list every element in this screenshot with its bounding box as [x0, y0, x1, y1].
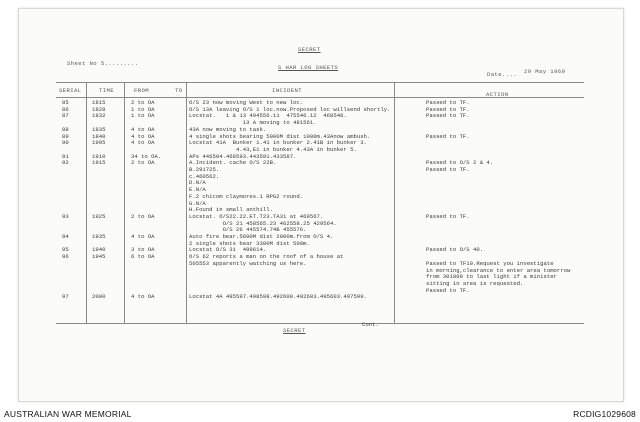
- col-header-to: TO: [175, 87, 183, 94]
- archive-reference: RCDIG1029608: [573, 409, 636, 419]
- cell-incident: Locstat 41A Bunker 1.41 in bunker 2.41B in bunker 3.: [189, 139, 367, 147]
- cell-serial: 89: [62, 132, 69, 140]
- cell-incident: 2 single shots bear 3300M dist 500m.: [189, 239, 310, 247]
- cell-action: Passed to TF.: [426, 105, 470, 113]
- cell-action: in morning,clearance to enter area tomorrow: [426, 266, 571, 274]
- table-top-rule: [56, 82, 584, 83]
- cell-action: sitting in area is requested.: [426, 279, 524, 287]
- cell-serial: 97: [62, 293, 69, 301]
- cell-incident: Locstat O/S 31 499614.: [189, 246, 267, 254]
- col-divider-serial: [86, 82, 87, 323]
- cell-action: Passed to TF.: [426, 99, 470, 106]
- cell-action: Passed to TF.: [426, 286, 470, 294]
- cell-serial: 85: [62, 99, 69, 106]
- cell-incident: O/S 21 458565.23 462558.25 429564.: [189, 219, 337, 227]
- cell-incident: 13 A moving to 481561.: [189, 119, 317, 127]
- cell-incident: A.Incident. cache O/S 22B.: [189, 159, 277, 167]
- cell-action: Passed to TF.: [426, 212, 470, 220]
- date-value: 29 May 1969: [524, 68, 566, 75]
- cell-serial: 95: [62, 246, 69, 254]
- cell-time: 1832: [92, 112, 106, 120]
- cell-action: Passed to TF.: [426, 132, 470, 140]
- col-header-serial: SERIAL: [59, 87, 82, 94]
- cell-from: 4 to OA: [131, 125, 155, 133]
- cell-incident: 43A now moving to task.: [189, 125, 267, 133]
- cell-time: 2000: [92, 293, 106, 301]
- cell-incident: Auto fire bear.5600M dist 2000m.from O/S 4.: [189, 233, 334, 240]
- cell-incident: O/S 26 445574.74B 455576.: [189, 226, 307, 234]
- col-header-incident: INCIDENT: [272, 87, 303, 94]
- cell-incident: O/S 13A leaving O/S 1 loc.now.Proposed loc willsend shortly.: [189, 105, 391, 113]
- cell-incident: Locstat 4A 495597.498598.492600.492603.495603.497599.: [189, 293, 367, 301]
- cell-from: 3 to OA: [131, 246, 155, 254]
- col-divider-incident: [394, 82, 395, 323]
- cell-incident: c.460562.: [189, 172, 220, 180]
- sheet-label: [67, 60, 138, 67]
- cell-serial: 86: [62, 105, 69, 113]
- cell-time: 1828: [92, 105, 106, 113]
- cell-from: 4 to OA: [131, 293, 155, 301]
- sheet-number: 5: [100, 60, 105, 67]
- archive-name: AUSTRALIAN WAR MEMORIAL: [4, 409, 132, 419]
- cell-incident: 505553 apparently watching us here.: [189, 259, 307, 267]
- cell-time: 1905: [92, 139, 106, 147]
- cell-serial: 91: [62, 152, 69, 160]
- cell-from: 6 to OA: [131, 253, 155, 261]
- cell-incident: Locstat. O/S22.22.ET.T23.TA31 at 469567.: [189, 212, 324, 220]
- cell-from: 1 to OA: [131, 105, 155, 113]
- cell-from: 2 to OA: [131, 99, 155, 106]
- continued-note: Cont.: [362, 321, 379, 328]
- cell-from: 2 to OA: [131, 159, 155, 167]
- cell-time: 1835: [92, 125, 106, 133]
- cell-from: 34 to OA.: [131, 152, 162, 160]
- cell-incident: E.N/A: [189, 186, 206, 194]
- cell-time: 1910: [92, 152, 106, 160]
- classification-top: SECRET: [298, 46, 321, 53]
- cell-from: 4 to OA: [131, 139, 155, 147]
- cell-incident: APs 446504.468593.443591.433587.: [189, 152, 297, 160]
- cell-serial: 94: [62, 233, 69, 240]
- cell-from: 2 to OA: [131, 212, 155, 220]
- cell-action: from 301800 to last light if a minister: [426, 273, 557, 281]
- cell-serial: 92: [62, 159, 69, 167]
- col-divider-time: [124, 82, 125, 323]
- cell-action: Passed to TF10.Request you investigate: [426, 259, 554, 267]
- sheet-label-text: Sheet No: [67, 60, 101, 67]
- cell-serial: 93: [62, 212, 69, 220]
- col-header-action: ACTION: [486, 91, 509, 98]
- cell-serial: 88: [62, 125, 69, 133]
- cell-incident: B.291725.: [189, 166, 220, 173]
- cell-from: 4 to OA: [131, 132, 155, 140]
- cell-incident: G.N/A: [189, 199, 206, 207]
- cell-incident: O/S 62 reports a man on the roof of a house at: [189, 253, 344, 261]
- cell-incident: Locstat. 1 & 13 404556.11 475546.12 468548.: [189, 112, 347, 120]
- cell-incident: 4 single shots bearing 5000M dist 1000m.43Anow ambush.: [189, 132, 371, 140]
- cell-action: Passed to O/S 40.: [426, 246, 484, 254]
- log-title: S HAR LOG SHEETS: [278, 64, 339, 71]
- date-label: Date: [487, 71, 503, 78]
- cell-incident: F.2 chicom claymores.1 RPG2 round.: [189, 192, 304, 200]
- cell-from: 1 to OA: [131, 112, 155, 120]
- date-dots: ....: [502, 71, 518, 78]
- date-field: [487, 71, 517, 78]
- cell-time: 1840: [92, 132, 106, 140]
- col-header-from: FROM: [134, 87, 150, 94]
- cell-action: Passed to TF.: [426, 112, 470, 120]
- classification-bottom: SECRET: [283, 327, 306, 334]
- col-header-time: TIME: [99, 87, 115, 94]
- sheet-dots: .........: [104, 60, 139, 67]
- cell-incident: D.N/A: [189, 179, 206, 187]
- cell-incident: H.Found in small anthill.: [189, 206, 273, 214]
- cell-serial: 90: [62, 139, 69, 147]
- cell-time: 1815: [92, 99, 106, 106]
- cell-serial: 87: [62, 112, 69, 120]
- cell-action: Passed to O/S 2 & 4.: [426, 159, 494, 167]
- cell-time: 1935: [92, 233, 106, 240]
- cell-incident: 4.43,E1 in bunker 4.43A in bunker 5.: [189, 145, 357, 153]
- col-divider-from: [186, 82, 187, 323]
- cell-serial: 96: [62, 253, 69, 261]
- cell-action: Passed to TF.: [426, 166, 470, 173]
- cell-time: 1925: [92, 212, 106, 220]
- cell-time: 1915: [92, 159, 106, 167]
- table-bottom-rule: [56, 323, 584, 324]
- cell-time: 1945: [92, 253, 106, 261]
- cell-from: 4 to OA: [131, 233, 155, 240]
- cell-time: 1940: [92, 246, 106, 254]
- cell-incident: O/S 23 now moving West to new loc.: [189, 99, 304, 106]
